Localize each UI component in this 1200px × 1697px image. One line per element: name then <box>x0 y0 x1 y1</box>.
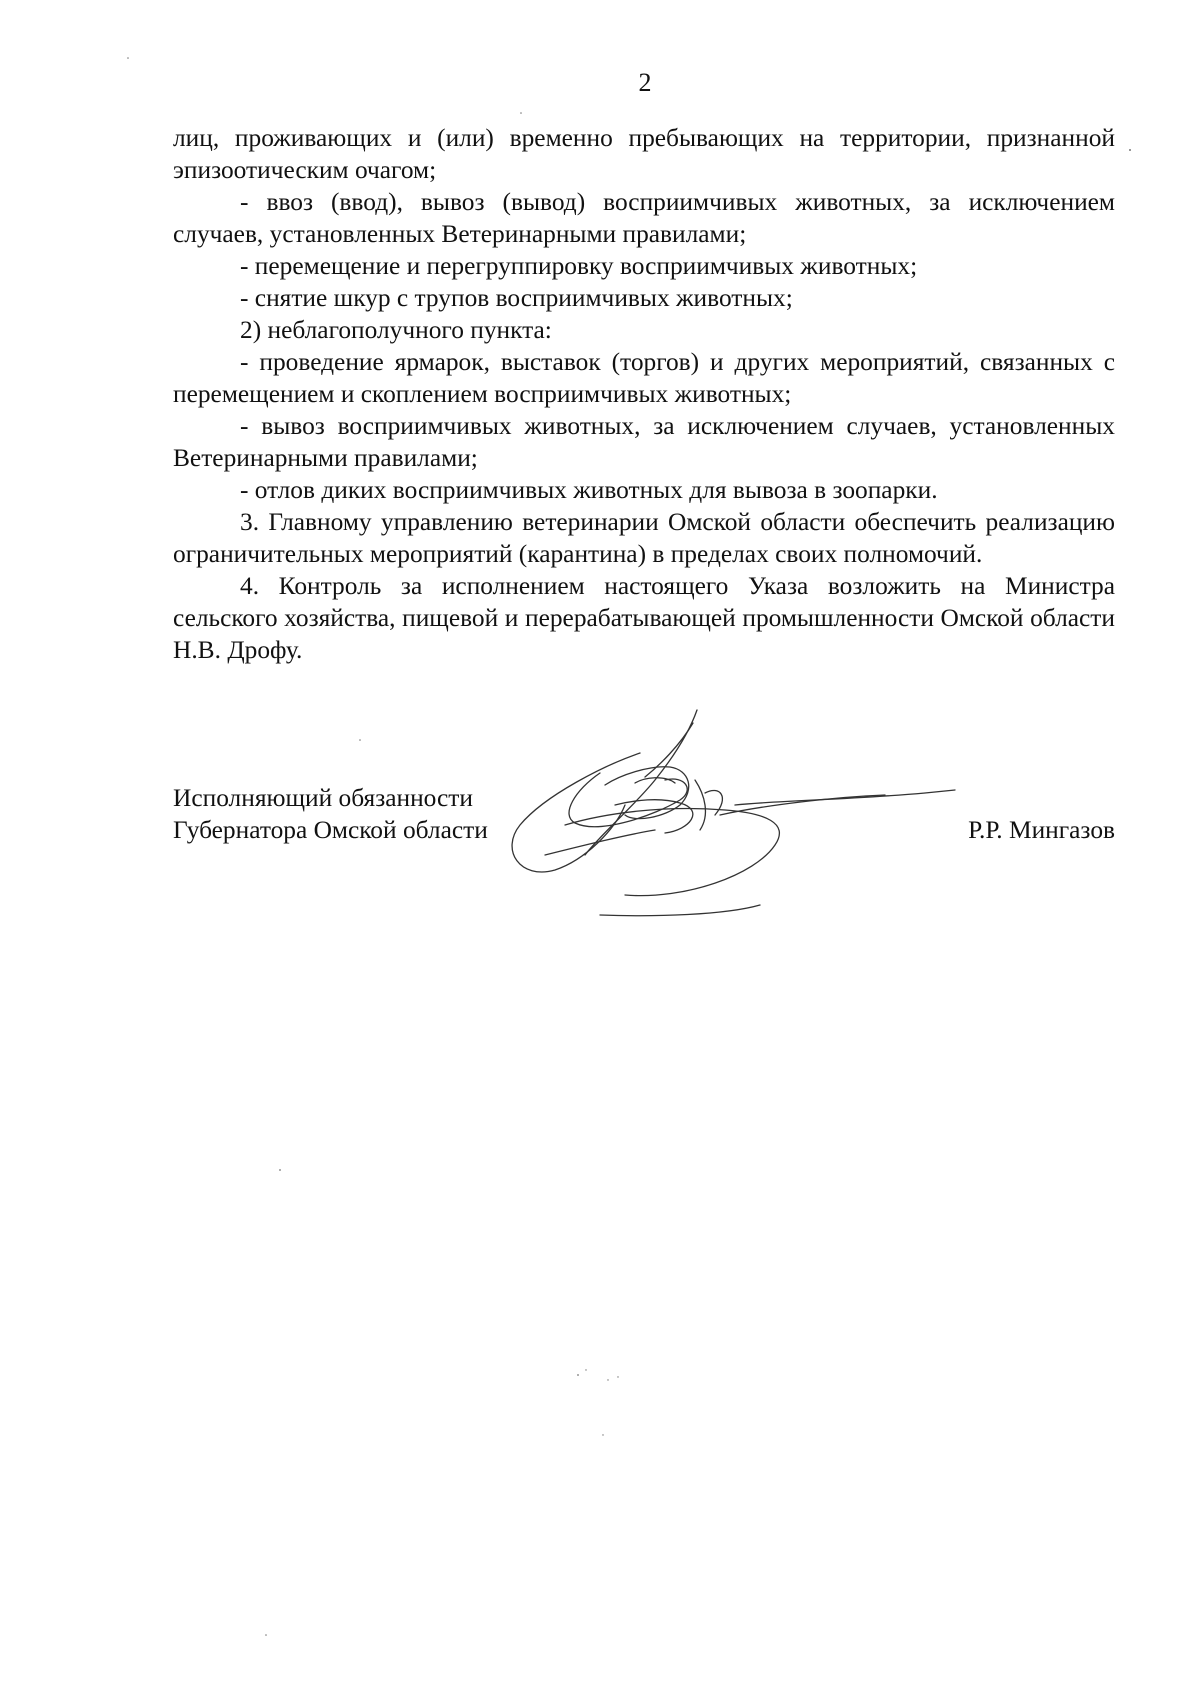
paragraph: - снятие шкур с трупов восприимчивых животных; <box>240 284 793 312</box>
paragraph: - ввоз (ввод), вывоз (вывод) восприимчивых животных, за исключением случаев, установленных Ветеринарными правилами; <box>173 188 1115 248</box>
document-body <box>173 122 1115 666</box>
handwritten-signature <box>505 705 965 935</box>
paragraph: лиц, проживающих и (или) временно пребывающих на территории, признанной эпизоотическим очагом; <box>173 124 1115 184</box>
signatory-name: Р.Р. Мингазов <box>968 816 1115 844</box>
paragraph: - перемещение и перегруппировку восприимчивых животных; <box>240 252 918 280</box>
paragraph: - проведение ярмарок, выставок (торгов) и других мероприятий, связанных с перемещением и скоплением восприимчивых животных; <box>173 348 1115 408</box>
signatory-title <box>173 782 488 846</box>
paragraph: - отлов диких восприимчивых животных для вывоза в зоопарки. <box>240 476 938 504</box>
paragraph: 4. Контроль за исполнением настоящего Указа возложить на Министра сельского хозяйства, пищевой и перерабатывающей промышленности Омской области Н.В. Дрофу. <box>173 572 1115 664</box>
paragraph: - вывоз восприимчивых животных, за исключением случаев, установленных Ветеринарными правилами; <box>173 412 1115 472</box>
page-number: 2 <box>638 68 652 97</box>
signatory-title-line: Исполняющий обязанности <box>173 784 473 812</box>
paragraph: 2) неблагополучного пункта: <box>240 316 552 344</box>
signatory-title-line: Губернатора Омской области <box>173 816 488 844</box>
paragraph: 3. Главному управлению ветеринарии Омской области обеспечить реализацию ограничительных мероприятий (карантина) в пределах своих полномочий. <box>173 508 1115 568</box>
